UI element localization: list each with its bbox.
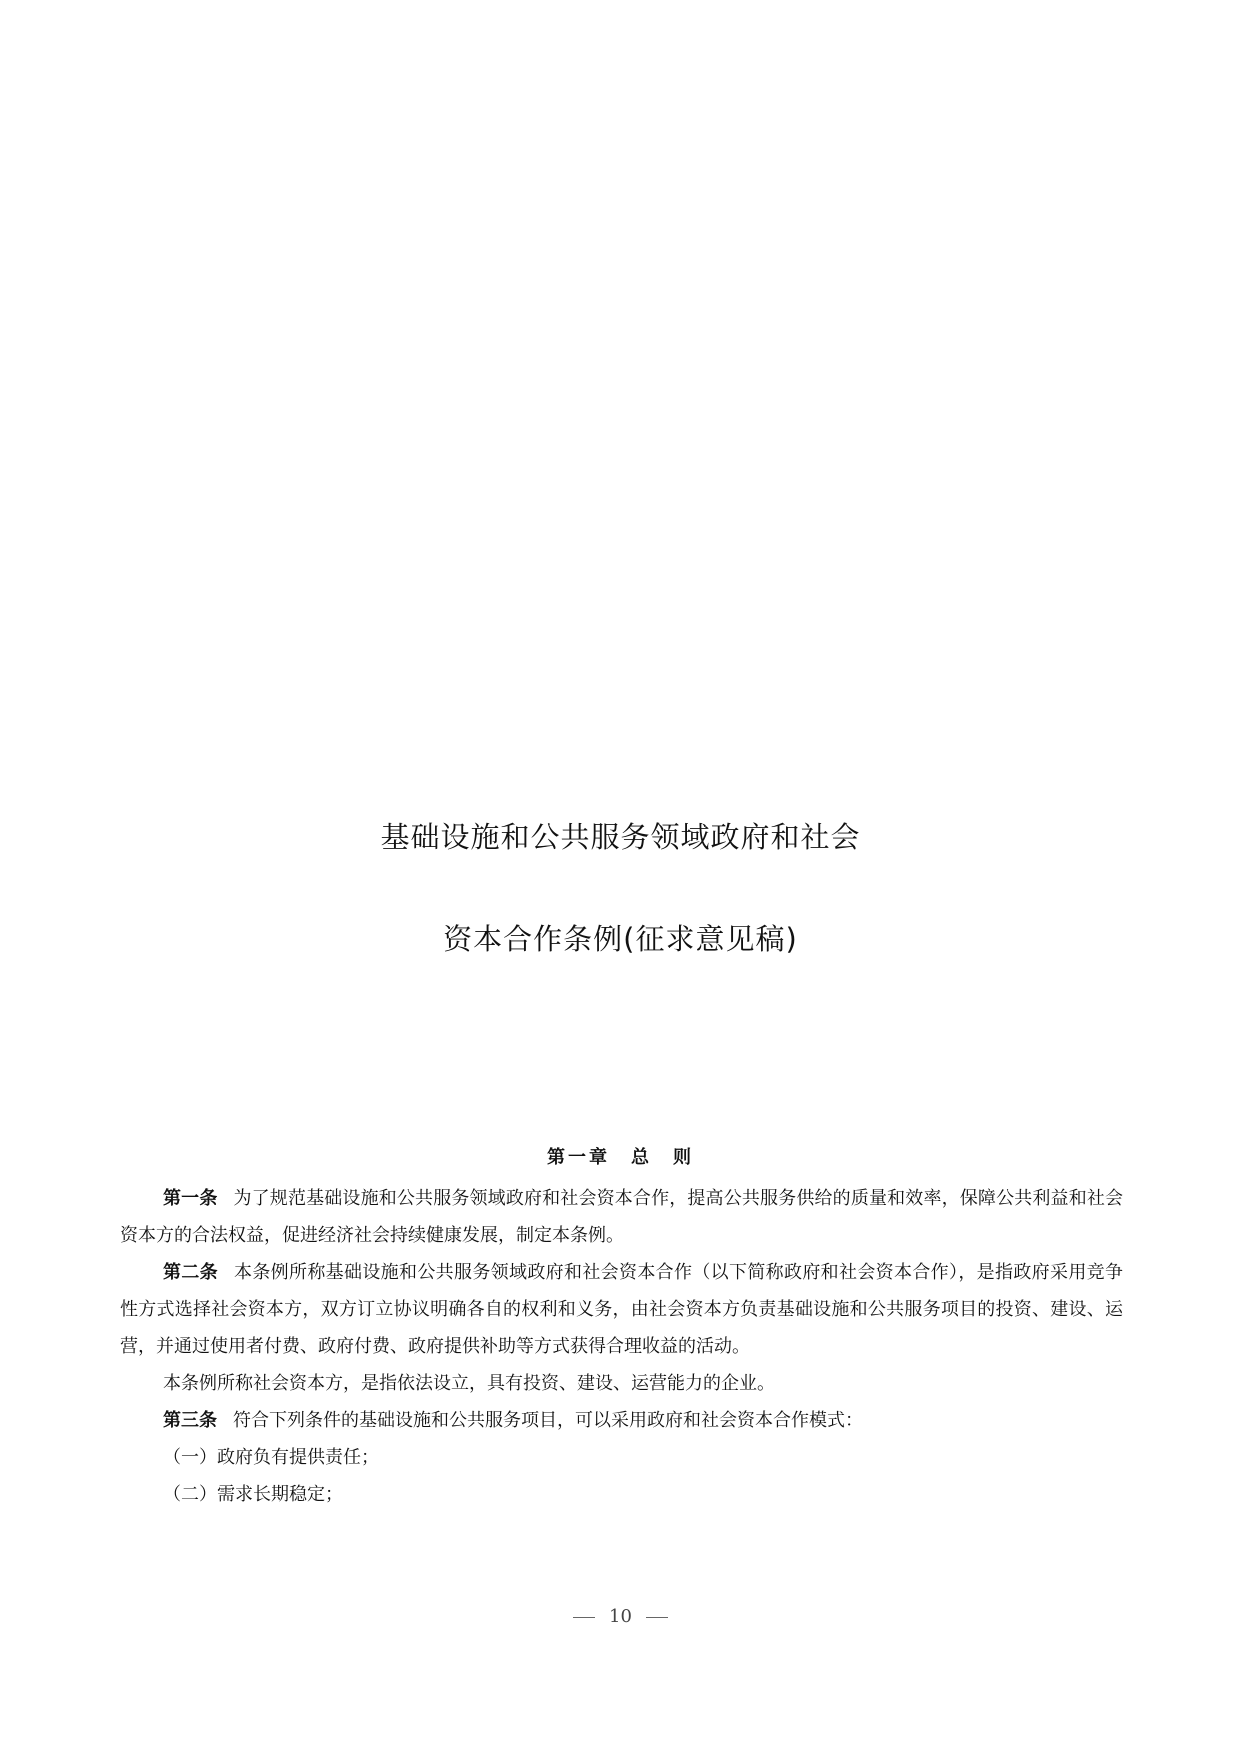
list-item: （一）政府负有提供责任； — [163, 1447, 379, 1468]
document-body — [120, 1180, 1123, 1513]
article-2-text: 本条例所称基础设施和公共服务领域政府和社会资本合作（以下简称政府和社会资本合作），是指政府采用竞争性方式选择社会资本方，双方订立协议明确各自的权利和义务，由社会资本方负责基础设施和公共服务项目的投资、建设、运营，并通过使用者付费、政府付费、政府提供补助等方式获得合理收益的活动。 — [120, 1262, 1123, 1357]
footer-dash-right — [646, 1617, 668, 1618]
article-2 — [120, 1254, 1123, 1365]
article-2-label: 第二条 — [163, 1262, 218, 1283]
article-1 — [120, 1180, 1123, 1254]
document-title-line-1: 基础设施和公共服务领域政府和社会 — [380, 820, 861, 854]
document-title-line-2: 资本合作条例(征求意见稿) — [443, 922, 798, 956]
page-number: 10 — [609, 1606, 632, 1627]
list-item: （二）需求长期稳定； — [163, 1484, 343, 1505]
chapter-heading: 第一章 总 则 — [547, 1147, 694, 1168]
article-1-label: 第一条 — [163, 1188, 218, 1209]
article-2-paragraph-2-text: 本条例所称社会资本方，是指依法设立，具有投资、建设、运营能力的企业。 — [163, 1373, 775, 1394]
article-3-text: 符合下列条件的基础设施和公共服务项目，可以采用政府和社会资本合作模式： — [233, 1410, 863, 1431]
article-3 — [120, 1402, 1123, 1439]
article-3-label: 第三条 — [163, 1410, 217, 1431]
article-2-paragraph-2 — [120, 1365, 1123, 1402]
footer-dash-left — [573, 1617, 595, 1618]
page-footer — [0, 1606, 1241, 1627]
article-1-text: 为了规范基础设施和公共服务领域政府和社会资本合作，提高公共服务供给的质量和效率，保障公共利益和社会资本方的合法权益，促进经济社会持续健康发展，制定本条例。 — [120, 1188, 1124, 1246]
